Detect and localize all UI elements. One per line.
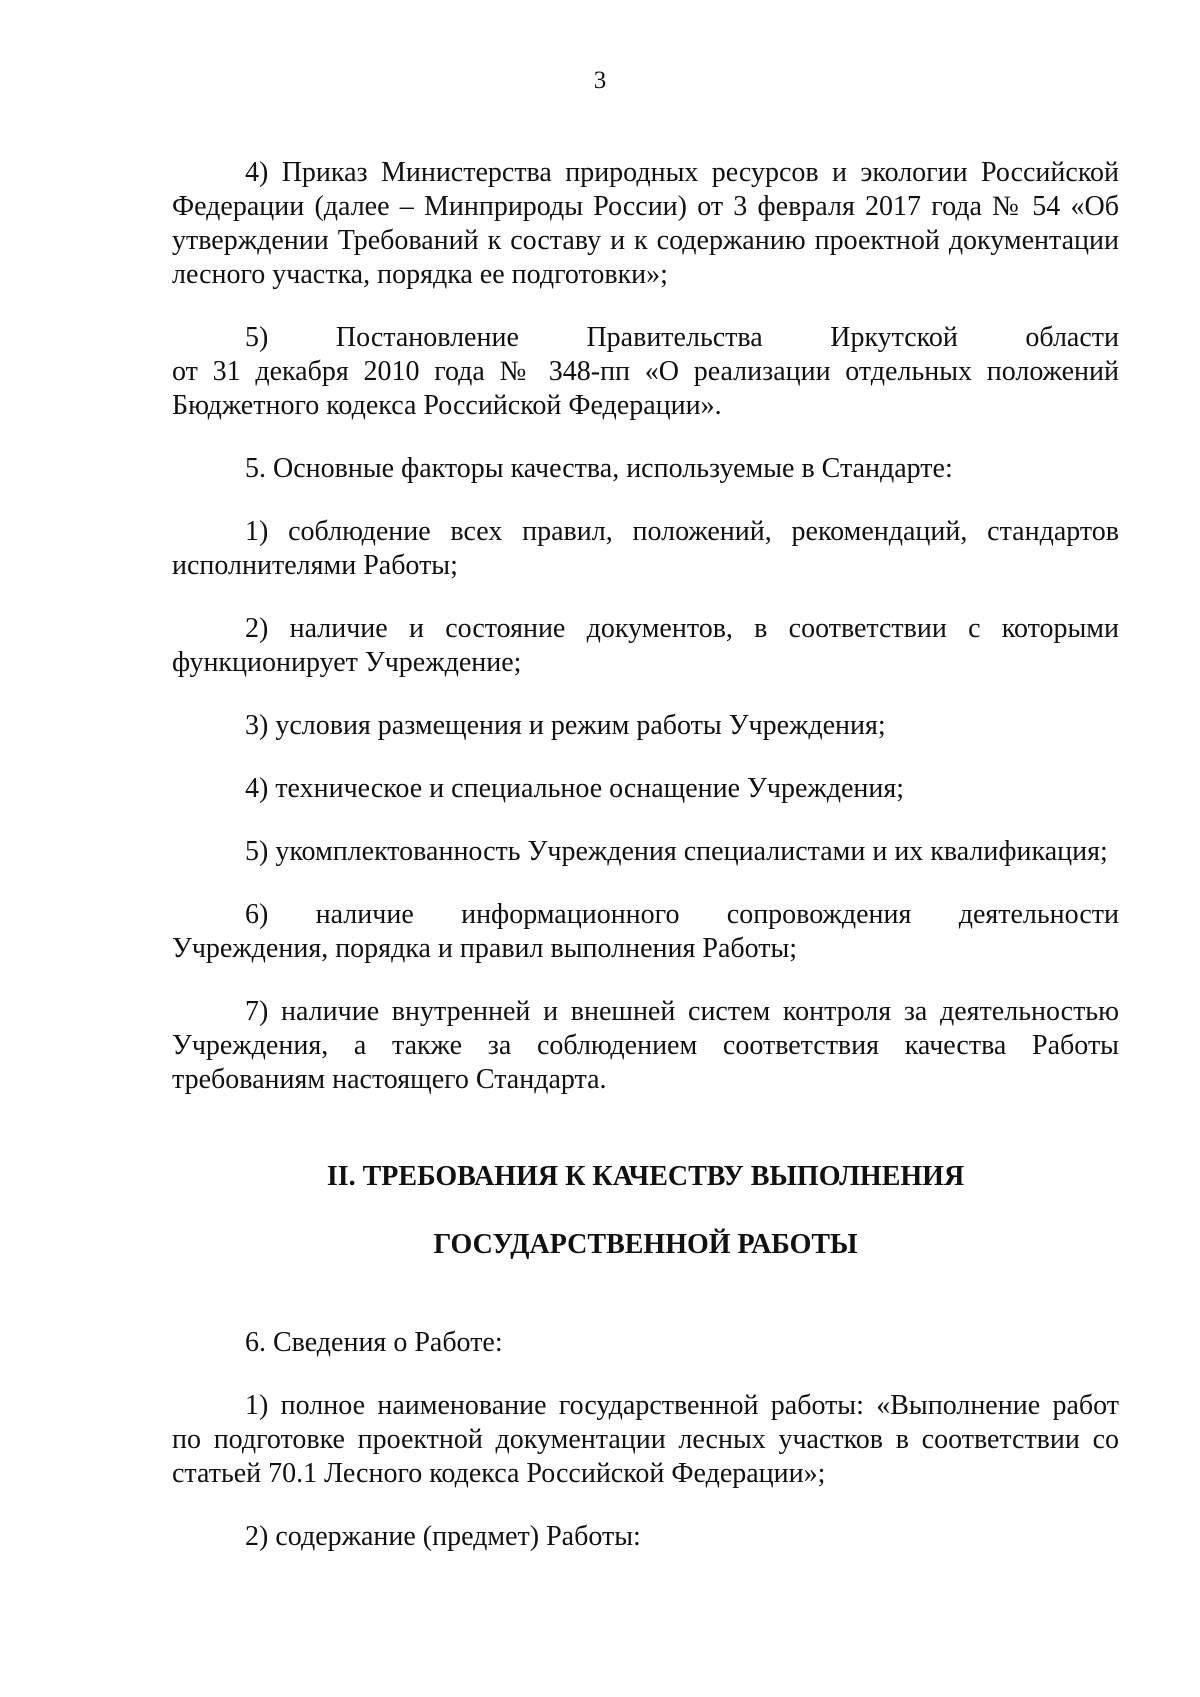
quality-factor-6: 6) наличие информационного сопровождения деятельности Учреждения, порядка и правил выполнения Работы; xyxy=(172,899,1119,964)
quality-factor-4: 4) техническое и специальное оснащение Учреждения; xyxy=(245,773,905,804)
page-number: 3 xyxy=(593,67,607,94)
quality-factor-1: 1) соблюдение всех правил, положений, рекомендаций, стандартов исполнителями Работы; xyxy=(172,516,1119,581)
work-info-1: 1) полное наименование государственной работы: «Выполнение работ по подготовке проектной документации лесных участков в соответствии со статьей 70.1 Лесного кодекса Российской Федерации»; xyxy=(172,1390,1119,1489)
paragraph-order-54: 4) Приказ Министерства природных ресурсов и экологии Российской Федерации (далее – Минприроды России) от 3 февраля 2017 года № 54 «Об утверждении Требований к составу и к содержанию проектной документации лесного участка, порядка ее подготовки»; xyxy=(172,157,1119,290)
section-heading-line-2: ГОСУДАРСТВЕННОЙ РАБОТЫ xyxy=(433,1229,858,1260)
section-heading-line-1: II. ТРЕБОВАНИЯ К КАЧЕСТВУ ВЫПОЛНЕНИЯ xyxy=(326,1161,965,1192)
document-body xyxy=(172,156,1119,1583)
work-info-2: 2) содержание (предмет) Работы: xyxy=(245,1521,641,1552)
section-heading xyxy=(172,1126,1119,1296)
paragraph-resolution-348 xyxy=(172,321,1119,423)
resolution-rest: от 31 декабря 2010 года № 348-пп «О реализации отдельных положений Бюджетного кодекса Российской Федерации». xyxy=(172,356,1119,421)
quality-factor-3: 3) условия размещения и режим работы Учреждения; xyxy=(245,710,886,741)
quality-factor-2: 2) наличие и состояние документов, в соответствии с которыми функционирует Учреждение; xyxy=(172,613,1119,678)
resolution-line-1: 5) Постановление Правительства Иркутской области xyxy=(245,322,1119,353)
paragraph-work-info-intro: 6. Сведения о Работе: xyxy=(245,1327,503,1358)
quality-factor-7: 7) наличие внутренней и внешней систем контроля за деятельностью Учреждения, а также за соблюдением соответствия качества Работы требованиям настоящего Стандарта. xyxy=(172,996,1119,1095)
quality-factor-5: 5) укомплектованность Учреждения специалистами и их квалификация; xyxy=(245,836,1108,867)
paragraph-quality-factors-intro: 5. Основные факторы качества, используемые в Стандарте: xyxy=(245,453,953,484)
